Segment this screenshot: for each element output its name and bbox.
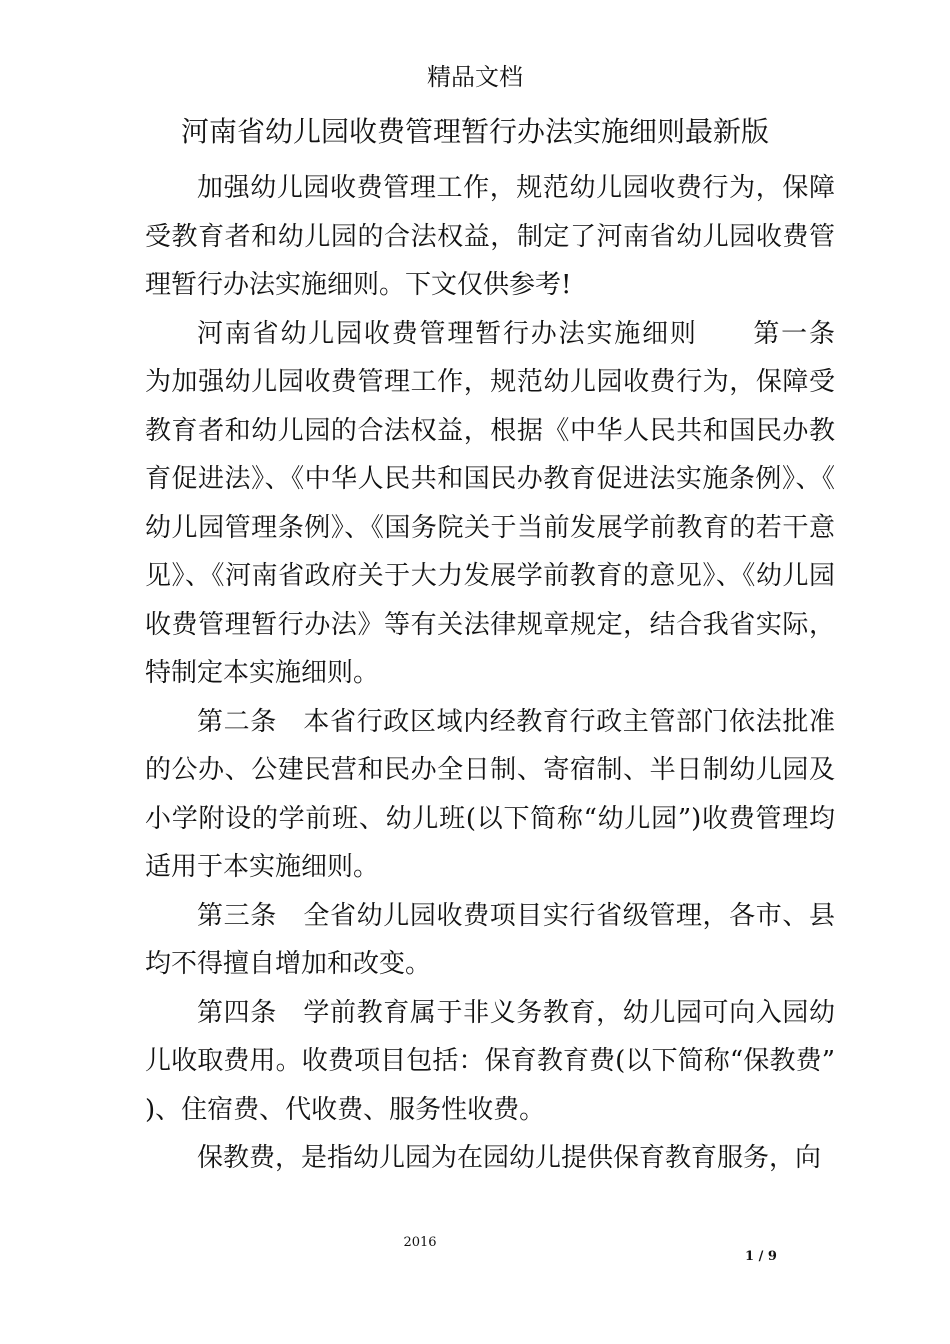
paragraph-article-4: 第四条 学前教育属于非义务教育，幼儿园可向入园幼儿收取费用。收费项目包括：保育教育费(以下简称“保教费”)、住宿费、代收费、服务性收费。 [145, 997, 835, 1125]
paragraph-fee-definition: 保教费，是指幼儿园为在园幼儿提供保育教育服务，向 [197, 1143, 822, 1173]
paragraph-article-3: 第三条 全省幼儿园收费项目实行省级管理，各市、县均不得擅自增加和改变。 [145, 900, 835, 979]
paragraph-article-1: 河南省幼儿园收费管理暂行办法实施细则 第一条 为加强幼儿园收费管理工作，规范幼儿园收费行为，保障受教育者和幼儿园的合法权益，根据《中华人民共和国民办教育促进法》、《中华人民共和国民办教育促进法实施条例》、《幼儿园管理条例》、《国务院关于当前发展学前教育的若干意见》、《河南省政府关于大力发展学前教育的意见》、《幼儿园收费管理暂行办法》等有关法律规章规定，结合我省实际，特制定本实施细则。 [145, 318, 862, 688]
footer-year: 2016 [403, 1235, 437, 1250]
page-number-indicator: 1 / 9 [745, 1249, 777, 1264]
page-header-label: 精品文档 [427, 63, 523, 91]
paragraph-intro: 加强幼儿园收费管理工作，规范幼儿园收费行为，保障受教育者和幼儿园的合法权益，制定了河南省幼儿园收费管理暂行办法实施细则。下文仅供参考! [145, 173, 835, 300]
document-title: 河南省幼儿园收费管理暂行办法实施细则最新版 [180, 115, 769, 148]
paragraph-article-2: 第二条 本省行政区域内经教育行政主管部门依法批准的公办、公建民营和民办全日制、寄宿制、半日制幼儿园及小学附设的学前班、幼儿班(以下简称“幼儿园”)收费管理均适用于本实施细则。 [145, 706, 835, 882]
document-body [145, 164, 862, 1183]
